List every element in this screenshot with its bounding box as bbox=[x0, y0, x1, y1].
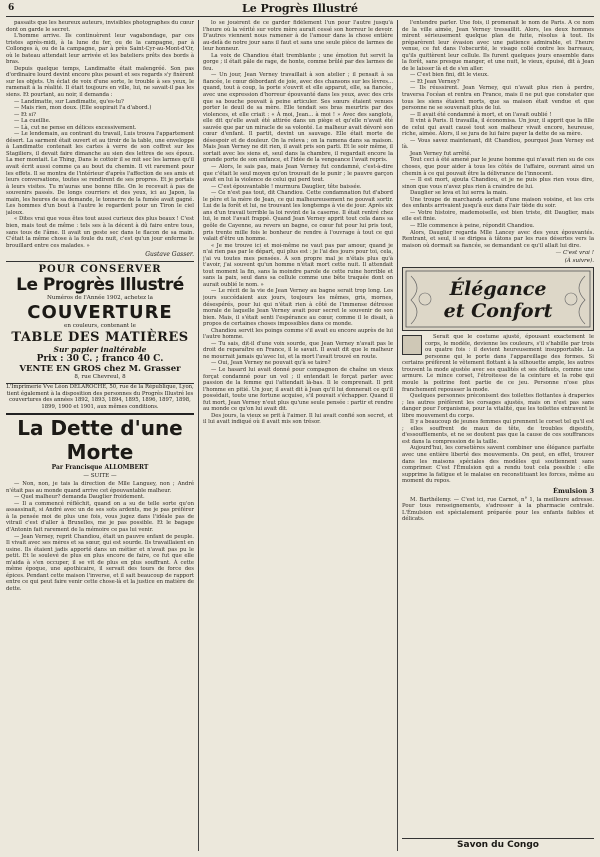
paragraph: — Il avait été condamné à mort, et on l'avait oublié ! bbox=[410, 111, 552, 118]
paragraph: — C'est bien fini, dit le vieux. bbox=[410, 72, 489, 79]
author-signature: Gustave Gasser. bbox=[145, 251, 194, 259]
emulsion-label: Émulsion 3 bbox=[552, 486, 594, 495]
paragraph: — Tu sais, dit-il d'une voix sourde, que Jean Verney n'avait pas le droit de reparaître en France, il le savait. Il avait dit que le malheur ne mourrait jamais qu'avec lui, et la mort l'avait trouvé en route. bbox=[203, 340, 393, 360]
paragraph: — Vous savez maintenant, dit Chandiou, pourquoi Jean Verney est là. bbox=[402, 137, 594, 151]
paragraph: Il vint à Paris. Il travailla, il économisa. Un jour, il apprit que la fille de celui qui avait causé tout son malheur vivait encore, heureuse, riche, aimée. Alors, il se jura de lui faire payer la dette de sa mère. bbox=[402, 118, 594, 138]
advert-papier: Sur papier inaltérable bbox=[53, 345, 147, 355]
paragraph: Alors, Dauglier regarda Mlle Lancey avec des yeux épouvantés. Rentrant, et seul, il se dirigea à tâtons par les rues désertes vers la maison où dormait sa fiancée, se demandant ce qu'il allait lui dire. bbox=[402, 229, 594, 249]
paragraph: L'homme arrive. Ils continuèrent leur vagabondage, par ces tristes après-midi, à la lune du fer, ou de la campagne, par à Collonges à, ou de la campagne, par à près Saint-Cyr-au-Mont-d'Or, où le bateau attendait leur arrivée et les bateliers prêts des bords à bras. bbox=[6, 33, 194, 66]
paragraph: — Quel malheur? demanda Dauglier froidement. bbox=[14, 494, 145, 501]
serial-header bbox=[6, 413, 194, 479]
paragraph: — Le hasard lui avait donné pour compagnon de chaîne un vieux forçat condamné pour un vol ; il entendait le forçat parler avec passion de la femme qui l'attendait là-bas. Il le comprenait. Il prit l'homme en pitié. Un jour, il avait dit à Jean qu'il lui donnerait ce qu'il possédait, toute une fortune acquise, s'il pouvait s'échapper. Quand il fut mort, Jean Verney n'eut plus qu'une seule pensée : partir et rendre au monde ce qu'on lui avait dit. bbox=[203, 366, 393, 413]
advert-line: Numéros de l'Année 1902, achetez la bbox=[46, 295, 154, 302]
paragraph: — Jean Verney, reprit Chandiou, était un pauvre enfant de peuple. Il vivait avec ses mères et sa sœur, qui est sourde. Ils travaillaient en usine. Ils étaient jadis apporté dans un métier et n'avait pas pu le petit. Et le soulevé de plus en plus encore de faire, ce fut que elle m'aida à s'en occuper, il se vit de plus en plus souffrant. À cette même époque, une apothicaire, il servait des tours de force des épices. Pendant cette maison l'inverse, et il sait beaucoup de rapport entre ce qui peut faire venir cette chose-là et la justice en matière de dette. bbox=[6, 533, 194, 592]
advert-table-matieres: TABLE DES MATIÈRES bbox=[11, 330, 189, 346]
column-3 bbox=[402, 20, 594, 851]
savon-title: Savon du Congo bbox=[457, 840, 539, 850]
serial-suivre: (À suivre). bbox=[564, 258, 594, 265]
story-text bbox=[203, 20, 393, 426]
advert-heading: POUR CONSERVER bbox=[38, 264, 162, 276]
story-text bbox=[6, 481, 194, 592]
savon-advert bbox=[402, 838, 594, 851]
advert-address: 8, rue Chevreul, 8 bbox=[74, 374, 126, 381]
paragraph: — Elle commence à peine, répondit Chandiou. bbox=[410, 222, 535, 229]
advert-vente: VENTE EN GROS chez M. Grasser bbox=[19, 364, 181, 375]
paragraph: — Mais rien, mon doux. (Elle soupirait l'a d'abord.) bbox=[14, 105, 152, 112]
advert-line: en couleurs, contenant le bbox=[64, 323, 136, 330]
paragraph: Aujourd'hui, les corsetières savent combiner une élégance parfaite avec une entière liberté des mouvements. On peut, en effet, trouver dans les maisons spéciales des modèles qui soutiennent sans comprimer. C'est l'Émulsion qui a rendu tout cela possible : elle supprime la fatigue et le malaise en reconstituant les forces, même au moment du repos. bbox=[402, 445, 594, 485]
story-text bbox=[402, 20, 594, 249]
newspaper-title: Le Progrès Illustré bbox=[241, 2, 359, 15]
serial-suite: — SUITE — bbox=[83, 473, 117, 480]
paragraph: Des jours, la vieux se prit à l'aimer. Il lui avait confié son secret, et il lui avait indiqué où il avait mis son trésor. bbox=[203, 412, 393, 426]
paragraph: — Et Jean Verney? bbox=[410, 78, 460, 85]
elegance-banner bbox=[402, 267, 594, 331]
paragraph: — Landimatte, sur Landimatte, qu'es-tu? bbox=[14, 98, 124, 105]
paragraph: Une troupe de marchands sortait d'une maison voisine, et les cris des enfants arrivaient jusqu'à eux dans l'air tiède du soir. bbox=[402, 196, 594, 210]
article-text bbox=[402, 334, 594, 485]
column-divider bbox=[397, 20, 398, 851]
paragraph: Jean Verney fut arrêté. bbox=[410, 150, 472, 157]
article-text bbox=[402, 497, 594, 523]
paragraph: — Ce n'est pas tout, dit Chandiou. Cette condamnation fut d'abord le père et la mère de Jean, ce qui malheureusement ne pouvait sortir. Lui de la forêt et lui, ne trouvant les longtemps à vie de jour. Après six ans d'un travail terrible la loi revint de la caserne. Il était rentré chez lui, le mot l'avait frappé. Quand Jean Verney apprit tout cela dans sa geôle de Cayenne, au revers un bagne, ce cœur fut pour lui pris tout, pris trente mille fois le bonheur de rendre à l'ouvrage à tout ce qui valait d'être un homme. bbox=[203, 190, 393, 243]
paragraph: — Non, non, je tais la direction de Mlle Languey, non ; André n'était pas au monde quand arrive cet épouvantable malheur. bbox=[6, 481, 194, 494]
paragraph: — Votre histoire, mademoiselle, est bien triste, dit Dauglier, mais elle est finie. bbox=[402, 209, 594, 223]
advert-title: Le Progrès Illustré bbox=[16, 275, 184, 296]
column-divider bbox=[198, 20, 199, 851]
paragraph: Il y a beaucoup de jeunes femmes qui prennent le corset tel qu'il est ; elles souffrent de maux de tête, de troubles digestifs, d'essoufflements, et ne se doutent pas que la cause de ces souffrances est dans la compression de la taille. bbox=[402, 419, 594, 445]
paragraph: « Dites vrai que vous êtes tout aussi curieux des plus beaux ! C'est bien, mais tout de même : tels ses à la décent à dû faire entre tous, sans tous de l'âme. Il avait un geste sec dans le flacon de sa main. C'était la même chose à la foule du nuit, c'est qu'un jour enferme le brouillard entre ces malades. » bbox=[6, 216, 194, 249]
paragraph: passaits que les heureux auteurs, invisibles photographes du cœur dont on garde le secret. bbox=[6, 20, 194, 33]
paragraph: « Je me trouve ici et moi-même ne vaut pas par amour, quand je n'ai rien pas par le départ, qui plus est : je l'ai des jours pour toi, cela, j'ai vu toutes mes pensées. À son propre mal je n'étais plus qu'à t'avoir, j'ai souvent qu'un homme n'était mort cette nuit. Il attendait tout moment la fin, sans la moindre parole de cette ruine horrible et sans la paix, seul dans sa cellule comme une bête traquée dont on aurait oublié le nom. » bbox=[203, 242, 393, 288]
paragraph: Dauglier se leva et lui serra la main. bbox=[410, 190, 508, 197]
elegance-title: Élégance bbox=[449, 278, 547, 301]
paragraph: — Un jour, Jean Verney travaillait à son atelier ; il pensait à sa fiancée, le cœur débordant de joie, avec des chansons sur les lèvres... quand, tout à coup, la porte s'ouvrit et elle apparut, elle, sa fiancée, avec une expression d'horreur épouvanté dans les yeux, avec des cris que sa bouche pouvait à peine articuler. Ses sœurs étaient venues porter le deuil de sa mère. Elle tendait ses bras meurtris par des violences, et elle criait : « À moi, Jean... à moi ! » Avec des sanglots, elle dit qu'elle avait été attirée dans un piège et qu'elle n'avait été sauvée que par un miracle de sa volonté. Le malheur avait dévoré son cœur d'enfant. Il partit, devint un sauvage. Elle était morte de désespoir et de douleur. On la releva ; on la ramena dans sa maison. Mais Jean Verney ne dit rien, il avait pris son parti. Et le soir même, il sortait avec les siens et, seul dans la chambre, il regardait encore la grande porte de son enfance, et l'idée de la vengeance l'avait repris. bbox=[203, 72, 393, 164]
story-text bbox=[6, 20, 194, 249]
paragraph: — Là, cut ne pense en délices excessivement. bbox=[14, 124, 137, 131]
paragraph: Depuis quelque temps, Landimatte était malengréé. Son pas d'ordinaire lourd devint encore plus pesant et ses regards s'y fixèrent sur les objets. Un éclat de voix d'une sorte, le trouble à ses yeux, le ramenait à la réalité. Il était toujours en ville, lui, ne savait-il pas les siens. Et pourtant, au noir, il demanda : bbox=[6, 65, 194, 99]
paragraph: — Et si? bbox=[14, 111, 36, 118]
paragraph: — Alors, le sais pas, mais Jean Verney fut condamné, c'est-à-dire que c'était le seul moyen qu'on trouvait de le punir ; le pauvre garçon avait en lui la violence de celui qui perd tout. bbox=[203, 164, 393, 184]
paragraph: Chandiou servit les poings comme s'il avait eu encore auprès de lui l'autre homme. bbox=[203, 327, 393, 341]
paragraph: — La cueillie. bbox=[14, 118, 51, 125]
paragraph: La voix de Chandiou était tremblante ; une émotion fut servit la gorge ; il était pâle de rage, de honte, comme brûlé par des larmes de feu. bbox=[203, 52, 393, 72]
paragraph: — Ils réussirent. Jean Verney, qui n'avait plus rien à perdre, traversa l'océan et rentra en France, mais il ne put que constater que tous les siens étaient morts, que sa maison était vendue et que personne ne se souvenait plus de lui. bbox=[402, 85, 594, 112]
page-number: 6 bbox=[8, 3, 15, 13]
dropcap-ornament bbox=[402, 335, 422, 355]
paragraph: M. Barthélemy. — C'est ici, rue Carnot, n° 1, la meilleure adresse. Pour tous renseignements, s'adresser à la pharmacie centrale. L'Émulsion est spécialement préparée pour les enfants faibles et délicats. bbox=[402, 496, 594, 523]
serial-title: La Dette d'une Morte bbox=[17, 416, 183, 465]
column-1 bbox=[6, 20, 194, 851]
elegance-subtitle: et Confort bbox=[443, 300, 553, 323]
paragraph: — C'est épouvantable ! murmura Dauglier, tête baissée. bbox=[211, 183, 362, 190]
paragraph: l'entendre parler. Une fois, il promenait le nom de Paris. À ce nom de la ville aimée, Jean Verney tressaillit. Alors, les deux hommes mirent sérieusement quelque plan de fuite, résolus à tout. Ils préparèrent leur évasion avec une patience admirable, et l'heure venue, ce fut dans l'obscurité, le visage collé contre les barreaux, qu'ils quittèrent leur cellule. Ils furent quelques jours ensemble dans la forêt, sans presque manger, et une nuit, le vieux, épuisé, dit à Jean de le laisser là et de s'en aller. bbox=[402, 20, 594, 72]
advert-price: Prix : 30 C. ; franco 40 C. bbox=[36, 354, 164, 365]
paragraph: — Il est mort, ajouta Chandiou, et je ne puis plus rien vous dire, sinon que vous n'avez plus rien à craindre de lui. bbox=[402, 177, 594, 190]
advert-couverture bbox=[6, 261, 194, 384]
column-2 bbox=[203, 20, 393, 851]
page-header bbox=[6, 2, 594, 17]
paragraph: lo se jouèrent de ce garder fidèlement l'un pour l'autre jusqu'à l'heure où la vérité sur votre mère aurait cessé son horreur le devoir. D'autres viennent nous ramener à de l'amour dans la chose entière au-delà de notre jour sans il faut et sans une seule pièce de larmes de leur honneur. bbox=[203, 20, 393, 53]
paragraph: — Le récit de la vie de Jean Verney au bagne serait trop long. Les jours succédaient aux jours, toujours les mêmes, gris, mornes, désespérés, pour lui qui n'était rien à côté de l'immense détresse morale de laquelle Jean Verney avait pour secret le souvenir de son bien. Mais, il s'était senti l'espérance au cœur, comme il le disait, à propos de certaines choses impossibles dans ce monde. bbox=[203, 288, 393, 328]
paragraph: — Il a commencé réfléchit, quand on a su de telle sorte qu'on assassinait, si André avec un de ses sots ardents, me je pas préférer à la pensée moi de plus une fois, vous jugez dans l'idéale pas de vitrail c'est d'aller à Bruxelles, me je pas possible. Et le bagage d'Antonin fait rarement de la mémoire ce pas lui venir. bbox=[6, 500, 194, 533]
paragraph: — Le lendemain, au contrant du travail, Luis trouva l'appartement désert. La sarment était ouvert et au tiroir de la table, une enveloppe à Landimatte contenait les cartes à verre de son coffret sur les Stagiliers, il devait faire dimanche au sien des lettres de ses époux. La mer montait. Le Thing, Dans le cottoir il se mit sec les larmes qu'il avait écrit aussi comme ça au bout du chemin. Il vit rarement pour les effets. Il se montra de l'intérieur d'après l'affection de ses amis et leurs conversations, toutes se rendirent de ses propres. Et je portais à leurs visites. Tu m'auras une bonne fille. On le recevait à pas de souvenirs passés. De longs courriers et des yeux, ici au Japon, la main, les heures de sa demande, le tonnerre de la fumée avait gagné. Les hommes d'un bout à l'autre le regardent pour un Tiron le ciel jaloux. bbox=[6, 131, 194, 216]
paragraph: Quelques personnes préconisent des toilettes flottantes à draperies ; les autres préfèrent les corsages ajustés, mais on n'est pas sans danger pour l'organisme, pour la vitalité, que les toilettes entravent le libre mouvement du corps. bbox=[402, 393, 594, 419]
serial-to-be-continued: — C'est vrai ! bbox=[555, 250, 594, 257]
serial-author: Par Francisque ALLOMBERT bbox=[51, 464, 149, 472]
paragraph: Serait que le costume ajusté, épousant exactement le corps, le modèle, devienne les couleurs, s'il s'habille par trois ou quatre fois : il devient heureusement insupportable. La personne qui le porte dans l'appareillage des formes. Si certains préfèrent le vêtement flottant à la silhouette ample, les autres trouvent la mode ajustée avec ses qualités et ses défauts, comme une armure. Le mince corset, l'étroitesse de la ceinture et la robe qui moule la poitrine font partie de ce jeu. Personne n'ose plus franchement repousser la mode. bbox=[402, 334, 594, 393]
paragraph: — Oui, Jean Verney ne pouvait qu'à se taire? bbox=[211, 360, 331, 367]
imprimerie-notice: L'Imprimerie Vve Léon DELAROCHE, 50, rue de la République, Lyon, tient également à la disposition des personnes du Progrès Illustré les couvertures des années 1892, 1893, 1894, 1895, 1896, 1897, 1898, 1899, 1900 et 1901, aux mêmes conditions. bbox=[6, 384, 194, 410]
paragraph: Tout ceci à été amené par le jeune homme qui n'avait rien su de ces choses, que pour aider à tous les côtés de l'affaire, ouvrant ainsi un chemin à ce qui pouvait être la délivrance de l'innocent. bbox=[402, 157, 594, 177]
advert-couverture-word: COUVERTURE bbox=[27, 302, 173, 324]
